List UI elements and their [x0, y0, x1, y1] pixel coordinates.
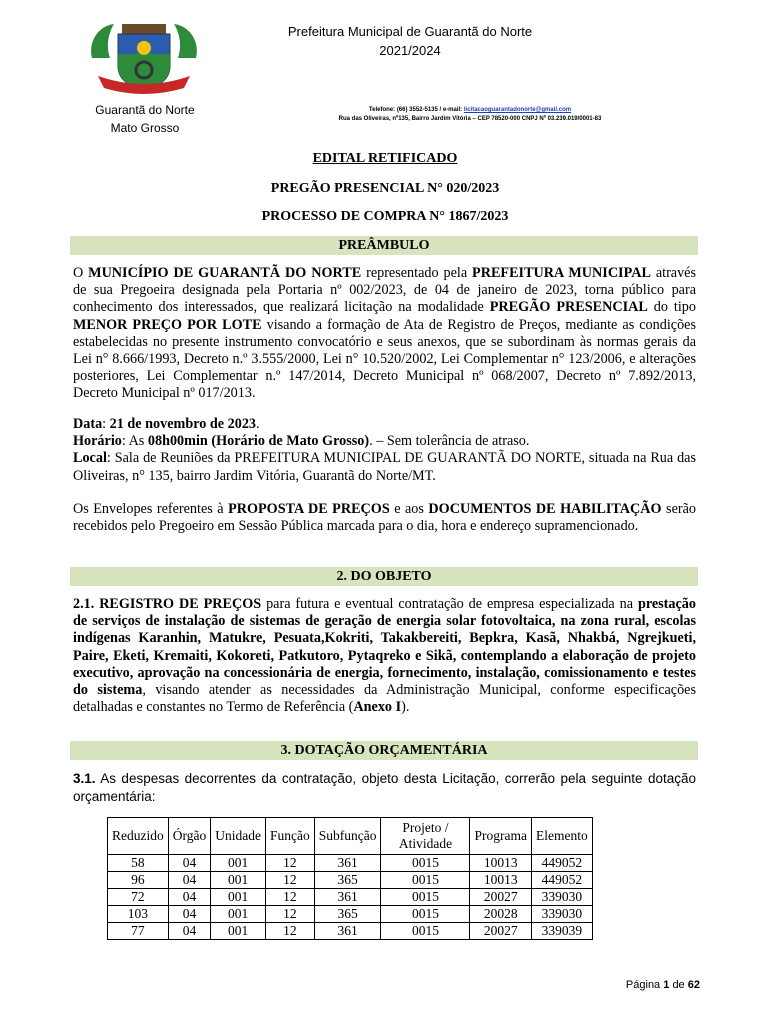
address-line: Rua das Oliveiras, nº135, Bairro Jardim Vitória – CEP 78520-000 CNPJ Nº 03.239.019/0001-83 [338, 116, 602, 122]
session-time: Horário: As 08h00min (Horário de Mato Grosso). – Sem tolerância de atraso. [73, 433, 530, 450]
budget-table [107, 817, 593, 940]
phone-line: Telefone: (66) 3552-5135 / e-mail: [368, 107, 464, 113]
budget-table-header [108, 818, 593, 855]
contact-block [300, 106, 640, 124]
preambulo-paragraph: O MUNICÍPIO DE GUARANTÃ DO NORTE representado pela PREFEITURA MUNICIPAL através de sua Pregoeira designada pela Portaria nº 002/2023, de 04 de janeiro de 2023, torna público para conhecimento dos interessados, que realizará licitação na modalidade PREGÃO PRESENCIAL do tipo MENOR PREÇO POR LOTE visando a formação de Ata de Registro de Preços, mediante as condições estabelecidas no presente instrumento convocatório e seus anexos, que se subordinam às normas gerais da Lei n° 8.666/1993, Decreto n.º 3.555/2000, Lei n° 10.520/2002, Lei Complementar n° 123/2006, e alterações posteriores, Lei Complementar n.º 147/2014, Decreto Municipal nº 068/2007, Decreto nº 7.892/2013, Decreto Municipal nº 017/2013. [73, 265, 696, 402]
table-row: 103 04 001 12 365 0015 20028 339030 [108, 906, 593, 923]
section-header-dotacao: 3. DOTAÇÃO ORÇAMENTÁRIA [70, 741, 698, 760]
state-name: Mato Grosso [110, 121, 180, 135]
col-header: Órgão [168, 818, 211, 855]
email-link[interactable]: licitacaoguarantadonorte@gmail.com [463, 107, 572, 113]
table-row: 72 04 001 12 361 0015 20027 339030 [108, 889, 593, 906]
city-name: Guarantã do Norte [95, 103, 195, 117]
col-header: Elemento [531, 818, 592, 855]
dotacao-lead: 3.1. As despesas decorrentes da contratação, objeto desta Licitação, correrão pela seguinte dotação orçamentária: [73, 771, 696, 804]
term-years: 2021/2024 [379, 43, 441, 58]
page-number: Página 1 de 62 [625, 979, 700, 991]
table-row: 96 04 001 12 365 0015 10013 449052 [108, 872, 593, 889]
pregao-title: PREGÃO PRESENCIAL N° 020/2023 [270, 181, 500, 196]
session-location: Local: Sala de Reuniões da PREFEITURA MUNICIPAL DE GUARANTÃ DO NORTE, situada na Rua das Oliveiras, n° 135, bairro Jardim Vitória, Guarantã do Norte/MT. [73, 450, 696, 484]
table-row: 77 04 001 12 361 0015 20027 339039 [108, 923, 593, 940]
col-header: Função [265, 818, 314, 855]
col-header: Subfunção [314, 818, 381, 855]
envelopes-paragraph: Os Envelopes referentes à PROPOSTA DE PREÇOS e aos DOCUMENTOS DE HABILITAÇÃO serão recebidos pelo Pregoeiro em Sessão Pública marcada para o dia, hora e endereço supramencionado. [73, 501, 696, 535]
col-header: Projeto / Atividade [381, 818, 470, 855]
crest-mural-crown [122, 24, 166, 34]
objeto-paragraph: 2.1. REGISTRO DE PREÇOS para futura e eventual contratação de empresa especializada na prestação de serviços de instalação de sistemas de geração de energia solar fotovoltaica, na zona rural, escolas indígenas Karanhin, Matukre, Pesuata,Kokriti, Takakbereiti, Bepkra, Kasã, Nhakbá, Ngrejkueti, Paire, Eketi, Kremaiti, Kokoreti, Patkutoro, Pytaqreko e Sikã, contemplando a elaboração de projeto executivo, aprovação na concessionária de energia, fornecimento, instalação, comissionamento e testes do sistema, visando atender as necessidades da Administração Municipal, conforme especificações detalhadas e constantes no Termo de Referência (Anexo I). [73, 596, 697, 716]
org-name: Prefeitura Municipal de Guarantã do Norte [287, 24, 533, 39]
processo-title: PROCESSO DE COMPRA N° 1867/2023 [261, 209, 509, 224]
crest-right-branch [174, 24, 197, 58]
municipal-crest-logo [84, 18, 204, 100]
col-header: Reduzido [108, 818, 169, 855]
crest-left-branch [91, 24, 114, 58]
session-details [73, 416, 696, 485]
edital-title: EDITAL RETIFICADO [312, 151, 458, 166]
crest-sun [137, 41, 151, 55]
section-header-objeto: 2. DO OBJETO [70, 567, 698, 586]
table-row: 58 04 001 12 361 0015 10013 449052 [108, 855, 593, 872]
session-date: Data: 21 de novembro de 2023. [73, 416, 260, 432]
col-header: Unidade [211, 818, 266, 855]
col-header: Programa [470, 818, 531, 855]
section-header-preambulo: PREÂMBULO [70, 236, 698, 255]
